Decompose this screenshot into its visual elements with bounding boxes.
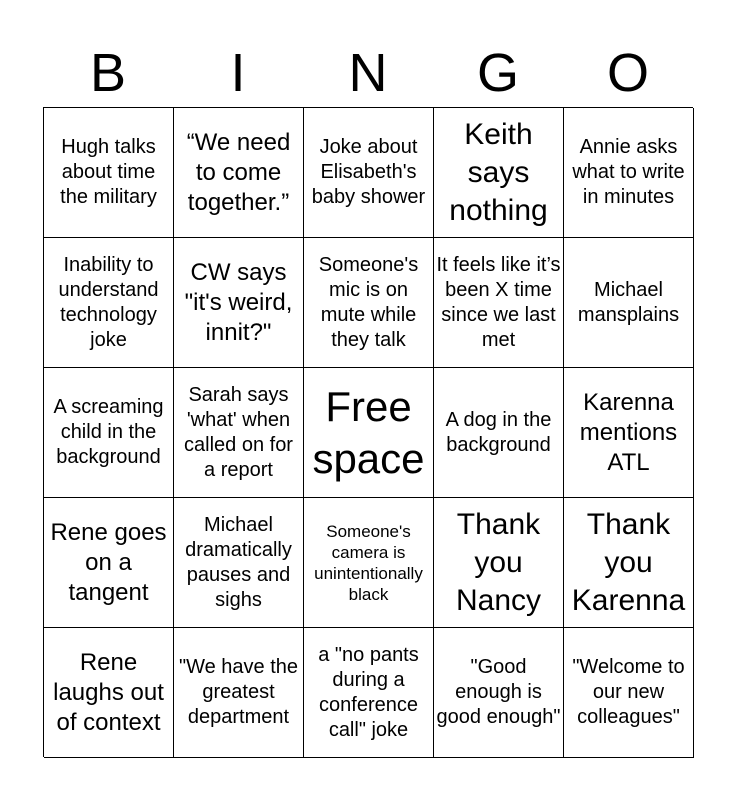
header-letter-b: B — [89, 43, 127, 103]
cell-text: Rene laughs out of context — [53, 648, 164, 736]
bingo-cell[interactable] — [174, 238, 304, 368]
bingo-cell[interactable] — [434, 368, 564, 498]
cell-text: Someone's camera is unintentionally black — [314, 521, 423, 604]
cell-text: A screaming child in the background — [53, 396, 164, 468]
bingo-cell[interactable] — [564, 108, 694, 238]
free-space-cell[interactable] — [304, 368, 434, 498]
bingo-cell[interactable] — [304, 238, 434, 368]
cell-text: Rene goes on a tangent — [50, 518, 167, 606]
header-letter-g: G — [476, 43, 519, 103]
cell-text: It feels like it’s been X time since we last met — [436, 253, 561, 351]
bingo-cell[interactable] — [174, 498, 304, 628]
header-letter-i: I — [230, 43, 246, 103]
bingo-cell[interactable] — [44, 238, 174, 368]
bingo-cell[interactable] — [564, 628, 694, 758]
bingo-cell[interactable] — [434, 238, 564, 368]
cell-text: Thank you Karenna — [571, 507, 686, 617]
bingo-grid — [43, 107, 693, 757]
cell-text: Someone's mic is on mute while they talk — [318, 253, 419, 351]
bingo-cell[interactable] — [564, 238, 694, 368]
bingo-header — [43, 40, 693, 106]
bingo-cell[interactable] — [304, 628, 434, 758]
cell-text: Joke about Elisabeth's baby shower — [311, 136, 426, 208]
bingo-cell[interactable] — [44, 368, 174, 498]
bingo-cell[interactable] — [564, 498, 694, 628]
cell-text: CW says "it's weird, innit?" — [184, 258, 293, 346]
cell-text: Sarah says 'what' when called on for a report — [184, 383, 293, 481]
cell-text: Free space — [312, 382, 425, 482]
bingo-cell[interactable] — [434, 108, 564, 238]
cell-text: Keith says nothing — [449, 117, 548, 227]
cell-text: a "no pants during a conference call" joke — [318, 643, 419, 741]
bingo-cell[interactable] — [434, 498, 564, 628]
bingo-cell[interactable] — [174, 108, 304, 238]
header-letter-o: O — [606, 43, 649, 103]
bingo-cell[interactable] — [44, 108, 174, 238]
bingo-cell[interactable] — [434, 628, 564, 758]
cell-text: "Good enough is good enough" — [436, 656, 561, 728]
cell-text: Karenna mentions ATL — [579, 388, 678, 476]
cell-text: Inability to understand technology joke — [58, 253, 159, 351]
header-letter-n: N — [348, 43, 388, 103]
bingo-cell[interactable] — [564, 368, 694, 498]
bingo-cell[interactable] — [44, 628, 174, 758]
cell-text: Thank you Nancy — [455, 507, 542, 617]
cell-text: "Welcome to our new colleagues" — [572, 656, 685, 728]
cell-text: Michael dramatically pauses and sighs — [185, 513, 292, 611]
bingo-cell[interactable] — [304, 498, 434, 628]
cell-text: “We need to come together.” — [186, 128, 291, 216]
bingo-cell[interactable] — [44, 498, 174, 628]
bingo-cell[interactable] — [174, 368, 304, 498]
cell-text: Annie asks what to write in minutes — [572, 136, 685, 208]
bingo-cell[interactable] — [304, 108, 434, 238]
cell-text: Michael mansplains — [577, 278, 680, 326]
cell-text: A dog in the background — [445, 408, 552, 456]
cell-text: "We have the greatest department — [178, 656, 299, 728]
cell-text: Hugh talks about time the military — [60, 136, 157, 208]
bingo-cell[interactable] — [174, 628, 304, 758]
